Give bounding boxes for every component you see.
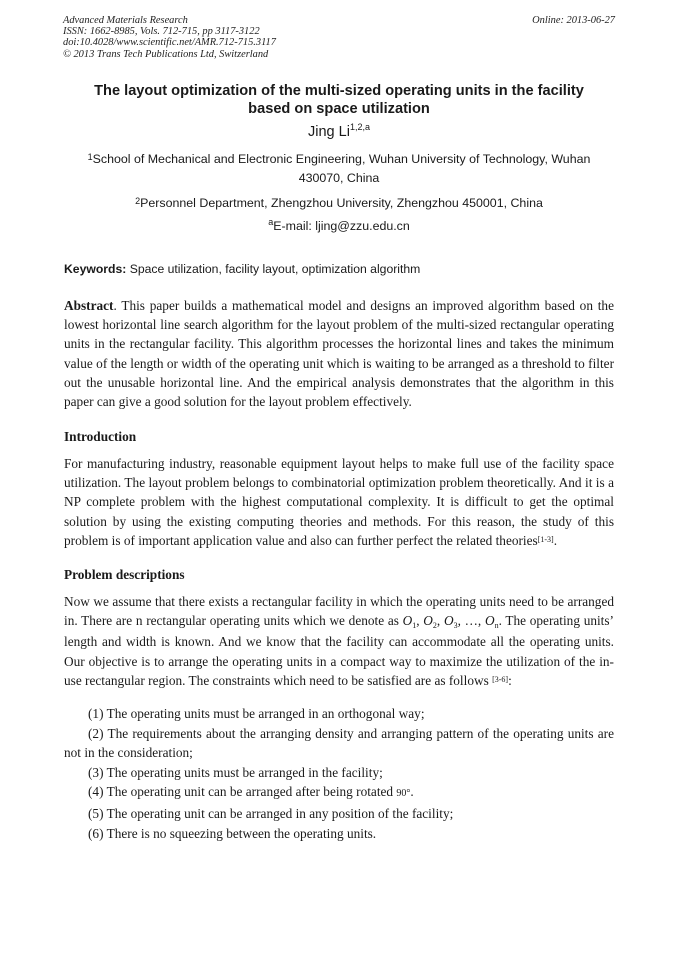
unit-on-sub: n xyxy=(494,621,499,631)
keywords-text: Space utilization, facility layout, optimization algorithm xyxy=(129,262,421,276)
problem-end: : xyxy=(508,672,512,688)
title-line-1: The layout optimization of the multi-sized operating units in the facility xyxy=(94,83,584,99)
unit-o1-sub: 1 xyxy=(412,621,417,631)
constraint-item: (6) There is no squeezing between the operating units. xyxy=(88,825,377,841)
affiliation-2 xyxy=(58,194,620,213)
constraints-list xyxy=(64,704,614,843)
title-line-2: based on space utilization xyxy=(248,101,430,117)
constraint-item: (1) The operating units must be arranged in an orthogonal way; xyxy=(88,706,425,721)
email-text: E-mail: ljing@zzu.edu.cn xyxy=(273,219,410,233)
affiliation-2-text: Personnel Department, Zhengzhou University, Zhengzhou 450001, China xyxy=(140,196,543,210)
journal-header xyxy=(63,15,615,60)
problem-sep-2: , xyxy=(436,613,444,629)
problem-sep-1: , xyxy=(416,613,424,629)
introduction-heading: Introduction xyxy=(64,429,137,444)
email-sup: a xyxy=(268,217,274,227)
affiliation-1 xyxy=(58,150,620,188)
constraint-item: (3) The operating units must be arranged in the facility; xyxy=(88,764,383,780)
keywords xyxy=(64,262,616,276)
problem-body-1: Now we assume that there exists a rectangular facility in which the operating units need to be arranged in. There are n rectangular operating units which we denote as xyxy=(64,594,614,629)
constraint-item-4 xyxy=(64,782,614,804)
unit-o1: O xyxy=(402,613,413,629)
problem-ellipsis: , …, xyxy=(457,613,485,629)
constraint-item: (5) The operating unit can be arranged in any position of the facility; xyxy=(88,805,454,821)
paper-title xyxy=(40,82,638,118)
constraint-4-text: (4) The operating unit can be arranged after being rotated xyxy=(88,784,397,800)
unit-o3: O xyxy=(443,613,454,629)
introduction-end: . xyxy=(553,532,558,548)
constraint-4-end: . xyxy=(410,784,414,800)
online-date: Online: 2013-06-27 xyxy=(532,15,615,26)
abstract xyxy=(64,296,614,411)
affiliation-1-line-2: 430070, China xyxy=(298,171,380,185)
unit-o3-sub: 3 xyxy=(453,621,458,631)
introduction-text xyxy=(64,454,614,550)
author-email xyxy=(40,219,638,233)
problem-body-2: . The operating units’ length and width is known. And we know that the facility can accommodate all the operating units. Our objective is to arrange the operating units in a compact way to maximize the utilization of the in-use rectangular region. The constraints which need to be satisfied are as follows xyxy=(64,613,614,688)
affiliation-1-line-1: School of Mechanical and Electronic Engineering, Wuhan University of Technology, Wuhan xyxy=(92,152,591,166)
introduction-citation: [1-3] xyxy=(537,534,554,544)
problem-citation: [3-6] xyxy=(492,674,509,684)
journal-name: Advanced Materials Research xyxy=(63,15,188,26)
rotation-angle: 90° xyxy=(396,788,411,800)
affiliation-1-sup: 1 xyxy=(87,152,93,162)
abstract-label: Abstract xyxy=(64,298,114,313)
constraint-item: (2) The requirements about the arranging density and arranging pattern of the operating units are not in the consideration; xyxy=(64,725,614,761)
affiliation-2-sup: 2 xyxy=(135,196,141,206)
author xyxy=(40,124,638,140)
author-sup: 1,2,a xyxy=(349,122,370,132)
problem-heading: Problem descriptions xyxy=(64,567,185,582)
author-name: Jing Li xyxy=(308,124,350,140)
abstract-text: . This paper builds a mathematical model and designs an improved algorithm based on the lowest horizontal line search algorithm for the layout problem of the multi-sized rectangular operating units in the rectangular facility. This algorithm processes the horizontal lines and takes the minimum value of the length or width of the operating unit which is waiting to be arranged as a threshold to filter out the unusable horizontal line. And the empirical analysis demonstrates that the algorithm in this paper can give a good solution for the layout problem effectively. xyxy=(64,298,614,410)
doi-line: doi:10.4028/www.scientific.net/AMR.712-715.3117 xyxy=(63,37,276,49)
copyright-line: © 2013 Trans Tech Publications Ltd, Switzerland xyxy=(63,48,269,60)
unit-o2: O xyxy=(423,613,433,629)
unit-on: O xyxy=(484,613,495,629)
problem-text xyxy=(64,592,614,690)
issn-line: ISSN: 1662-8985, Vols. 712-715, pp 3117-3122 xyxy=(63,26,260,38)
unit-o2-sub: 2 xyxy=(432,621,437,631)
keywords-label: Keywords: xyxy=(64,262,127,276)
introduction-body: For manufacturing industry, reasonable equipment layout helps to make full use of the facility space utilization. The layout problem belongs to combinatorial optimization problem theoretically. And it is a NP complete problem with the highest computational complexity. It is difficult to get the optimal solution by using the existing computing theories and methods. For this reason, the study of this problem is of important application value and also can further perfect the related theories xyxy=(64,456,614,548)
